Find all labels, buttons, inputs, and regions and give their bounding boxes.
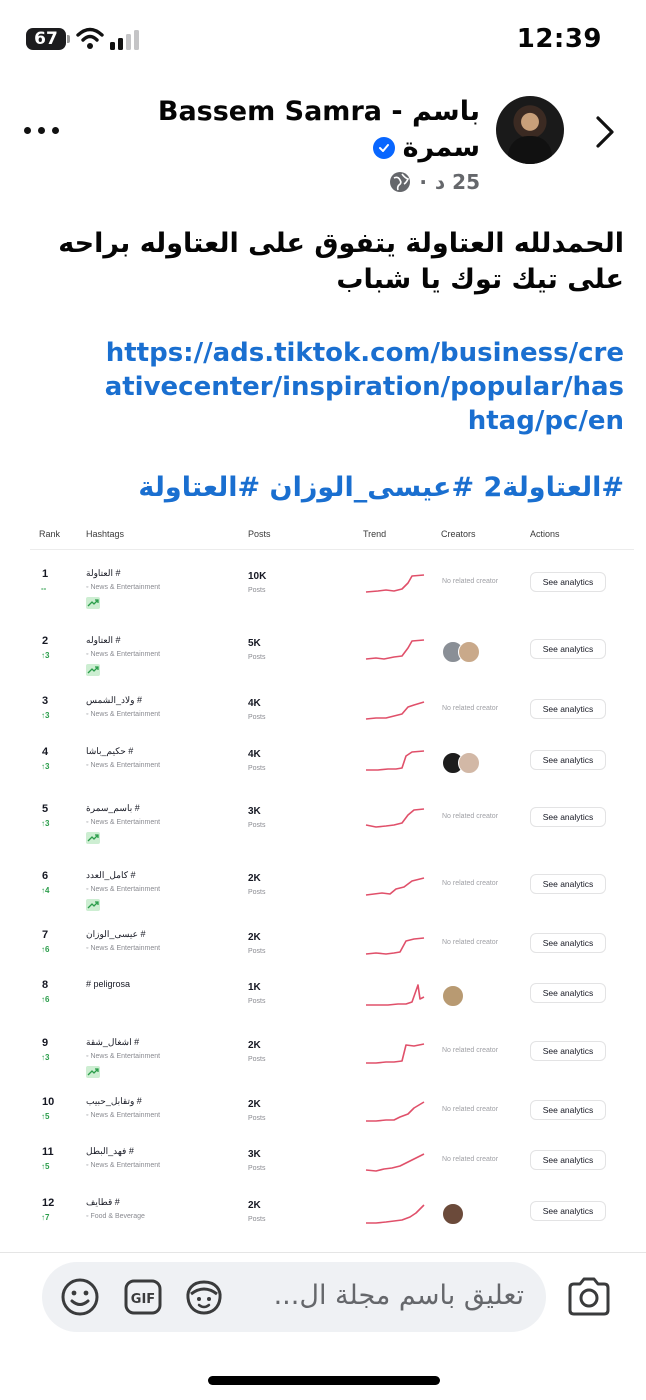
row-hashtag[interactable]: # عيسى_الوزان [86, 929, 146, 939]
row-hashtag[interactable]: # فهد_البطل [86, 1146, 134, 1156]
row-rank-change: ↑3 [41, 1053, 50, 1062]
row-posts: 2K [248, 873, 261, 884]
comment-placeholder: تعليق باسم مجلة ال... [273, 1280, 524, 1311]
table-row [30, 1037, 634, 1077]
row-rank-change: ↑7 [41, 1213, 50, 1222]
row-hashtag[interactable]: # العتاوله [86, 635, 121, 645]
row-posts-label: Posts [248, 889, 266, 896]
row-posts-label: Posts [248, 1165, 266, 1172]
creator-avatar[interactable] [442, 985, 464, 1007]
see-analytics-button[interactable]: See analytics [530, 1041, 606, 1061]
row-posts-label: Posts [248, 1115, 266, 1122]
row-rank-change: ↑6 [41, 995, 50, 1004]
row-category: ◦ News & Entertainment [86, 584, 160, 591]
no-creator-text: No related creator [442, 939, 499, 946]
post-hashtags[interactable]: #العتاولة2 #عيسى_الوزان #العتاولة [138, 472, 624, 503]
creator-avatars[interactable] [442, 1203, 458, 1225]
row-trend-chart [364, 981, 426, 1009]
row-posts: 1K [248, 982, 261, 993]
author-avatar[interactable] [496, 96, 564, 164]
row-category: ◦ News & Entertainment [86, 886, 160, 893]
row-hashtag[interactable]: # قطايف [86, 1197, 120, 1207]
row-posts: 3K [248, 1149, 261, 1160]
battery-icon: 67 [26, 28, 66, 50]
verified-badge-icon [373, 137, 395, 159]
trending-up-icon [86, 832, 100, 844]
row-trend-chart [364, 570, 426, 598]
avatar-sticker-icon[interactable] [184, 1278, 224, 1316]
see-analytics-button[interactable]: See analytics [530, 639, 606, 659]
trending-up-icon [86, 899, 100, 911]
row-trend-chart [364, 697, 426, 725]
table-row [30, 870, 634, 910]
row-category: ◦ News & Entertainment [86, 819, 160, 826]
row-category: ◦ News & Entertainment [86, 1053, 160, 1060]
table-row [30, 1096, 634, 1136]
header-posts: Posts [248, 529, 271, 539]
row-trend-chart [364, 1148, 426, 1176]
post-link[interactable]: https://ads.tiktok.com/business/creativecenter/inspiration/popular/hashtag/pc/en [104, 338, 624, 436]
row-rank: 10 [42, 1096, 55, 1108]
post-text: الحمدلله العتاولة يتفوق على العتاوله براحه على تيك توك يا شباب [58, 228, 624, 295]
see-analytics-button[interactable]: See analytics [530, 874, 606, 894]
trending-up-icon [86, 1066, 100, 1078]
no-creator-text: No related creator [442, 1047, 499, 1054]
globe-icon [389, 171, 411, 193]
row-posts-label: Posts [248, 998, 266, 1005]
table-row [30, 568, 634, 608]
table-row [30, 635, 634, 675]
row-rank-change: ↑3 [41, 819, 50, 828]
row-category: ◦ News & Entertainment [86, 711, 160, 718]
see-analytics-button[interactable]: See analytics [530, 1201, 606, 1221]
row-hashtag[interactable]: # كامل_العدد [86, 870, 136, 880]
see-analytics-button[interactable]: See analytics [530, 699, 606, 719]
row-posts: 2K [248, 932, 261, 943]
header-rank: Rank [39, 529, 61, 539]
status-time: 12:39 [516, 24, 602, 54]
author-name-part[interactable]: سمرة [402, 132, 480, 163]
row-rank: 9 [42, 1037, 49, 1049]
row-hashtag[interactable]: # اشغال_شقة [86, 1037, 140, 1047]
row-category: ◦ News & Entertainment [86, 762, 160, 769]
svg-text:GIF: GIF [130, 1292, 156, 1307]
row-trend-chart [364, 931, 426, 959]
row-rank: 8 [42, 979, 49, 991]
header-trend: Trend [363, 529, 387, 539]
see-analytics-button[interactable]: See analytics [530, 1150, 606, 1170]
header-hashtags: Hashtags [86, 529, 125, 539]
see-analytics-button[interactable]: See analytics [530, 807, 606, 827]
header-actions: Actions [530, 529, 560, 539]
row-rank: 7 [42, 929, 49, 941]
row-trend-chart [364, 748, 426, 776]
dot-icon [24, 127, 31, 134]
chevron-right-icon[interactable] [592, 112, 618, 152]
row-posts: 10K [248, 571, 267, 582]
row-rank-change: ↑3 [41, 762, 50, 771]
cellular-signal-icon [110, 30, 140, 50]
row-hashtag[interactable]: # حكيم_باشا [86, 746, 134, 756]
row-category: ◦ Food & Beverage [86, 1213, 145, 1220]
table-row [30, 979, 634, 1019]
creator-avatars[interactable] [442, 985, 458, 1007]
creator-avatar[interactable] [458, 752, 480, 774]
more-options-button[interactable] [22, 112, 62, 146]
row-trend-chart [364, 805, 426, 833]
see-analytics-button[interactable]: See analytics [530, 750, 606, 770]
creator-avatars[interactable] [442, 641, 474, 663]
row-category: ◦ News & Entertainment [86, 945, 160, 952]
row-hashtag[interactable]: # وتقابل_حبيب [86, 1096, 142, 1106]
row-hashtag[interactable]: # العتاولة [86, 568, 121, 578]
header-creators: Creators [441, 529, 476, 539]
row-posts-label: Posts [248, 654, 266, 661]
row-trend-chart [364, 1098, 426, 1126]
row-posts: 3K [248, 806, 261, 817]
no-creator-text: No related creator [442, 1156, 499, 1163]
row-posts: 2K [248, 1040, 261, 1051]
embedded-image-tiktok-table[interactable] [30, 516, 634, 1252]
post-time[interactable]: 25 د [434, 170, 480, 194]
row-rank: 1 [42, 568, 49, 580]
row-posts-label: Posts [248, 1056, 266, 1063]
row-trend-chart [364, 637, 426, 665]
row-category: ◦ News & Entertainment [86, 1112, 160, 1119]
dot-icon [52, 127, 59, 134]
see-analytics-button[interactable]: See analytics [530, 933, 606, 953]
row-rank: 2 [42, 635, 49, 647]
row-posts: 2K [248, 1099, 261, 1110]
row-posts: 4K [248, 698, 261, 709]
row-rank: 5 [42, 803, 49, 815]
row-rank-change: ↑3 [41, 651, 50, 660]
table-row [30, 929, 634, 969]
creator-avatars[interactable] [442, 752, 474, 774]
no-creator-text: No related creator [442, 705, 499, 712]
post-meta [389, 170, 480, 194]
row-posts-label: Posts [248, 714, 266, 721]
table-row [30, 695, 634, 735]
row-posts: 2K [248, 1200, 261, 1211]
table-row [30, 803, 634, 843]
row-posts: 4K [248, 749, 261, 760]
no-creator-text: No related creator [442, 813, 499, 820]
row-trend-chart [364, 872, 426, 900]
author-name-continued[interactable] [373, 132, 480, 163]
row-rank-change: ↑3 [41, 711, 50, 720]
row-trend-chart [364, 1199, 426, 1227]
row-rank: 6 [42, 870, 49, 882]
see-analytics-button[interactable]: See analytics [530, 1100, 606, 1120]
row-rank-change: -- [41, 584, 47, 593]
see-analytics-button[interactable]: See analytics [530, 983, 606, 1003]
meta-separator: · [419, 170, 427, 194]
row-posts-label: Posts [248, 822, 266, 829]
home-indicator [208, 1376, 440, 1385]
status-bar [0, 0, 646, 80]
no-creator-text: No related creator [442, 1106, 499, 1113]
row-rank-change: ↑4 [41, 886, 50, 895]
row-trend-chart [364, 1039, 426, 1067]
row-rank: 4 [42, 746, 49, 758]
no-creator-text: No related creator [442, 578, 499, 585]
author-name[interactable]: باسم - Bassem Samra [157, 96, 480, 127]
row-category: ◦ News & Entertainment [86, 651, 160, 658]
table-row [30, 1146, 634, 1186]
camera-icon[interactable] [566, 1276, 612, 1318]
table-header [30, 516, 634, 550]
table-row [30, 746, 634, 786]
row-rank-change: ↑6 [41, 945, 50, 954]
row-rank: 3 [42, 695, 49, 707]
comment-input[interactable] [42, 1262, 546, 1332]
row-posts-label: Posts [248, 1216, 266, 1223]
row-posts-label: Posts [248, 765, 266, 772]
wifi-icon [76, 26, 104, 50]
row-posts: 5K [248, 638, 261, 649]
row-posts-label: Posts [248, 587, 266, 594]
row-rank: 12 [42, 1197, 55, 1209]
row-hashtag[interactable]: # باسم_سمرة [86, 803, 140, 813]
dot-icon [38, 127, 45, 134]
creator-avatar[interactable] [458, 641, 480, 663]
emoji-icon[interactable] [60, 1277, 100, 1317]
row-hashtag[interactable]: # ولاد_الشمس [86, 695, 142, 705]
table-row [30, 1197, 634, 1237]
see-analytics-button[interactable]: See analytics [530, 572, 606, 592]
gif-icon[interactable] [124, 1279, 162, 1315]
divider [0, 1252, 646, 1253]
row-rank: 11 [42, 1146, 54, 1158]
row-category: ◦ News & Entertainment [86, 1162, 160, 1169]
creator-avatar[interactable] [442, 1203, 464, 1225]
row-hashtag[interactable]: # peligrosa [86, 979, 131, 989]
row-rank-change: ↑5 [41, 1162, 50, 1171]
row-posts-label: Posts [248, 948, 266, 955]
row-rank-change: ↑5 [41, 1112, 50, 1121]
no-creator-text: No related creator [442, 880, 499, 887]
trending-up-icon [86, 597, 100, 609]
trending-up-icon [86, 664, 100, 676]
